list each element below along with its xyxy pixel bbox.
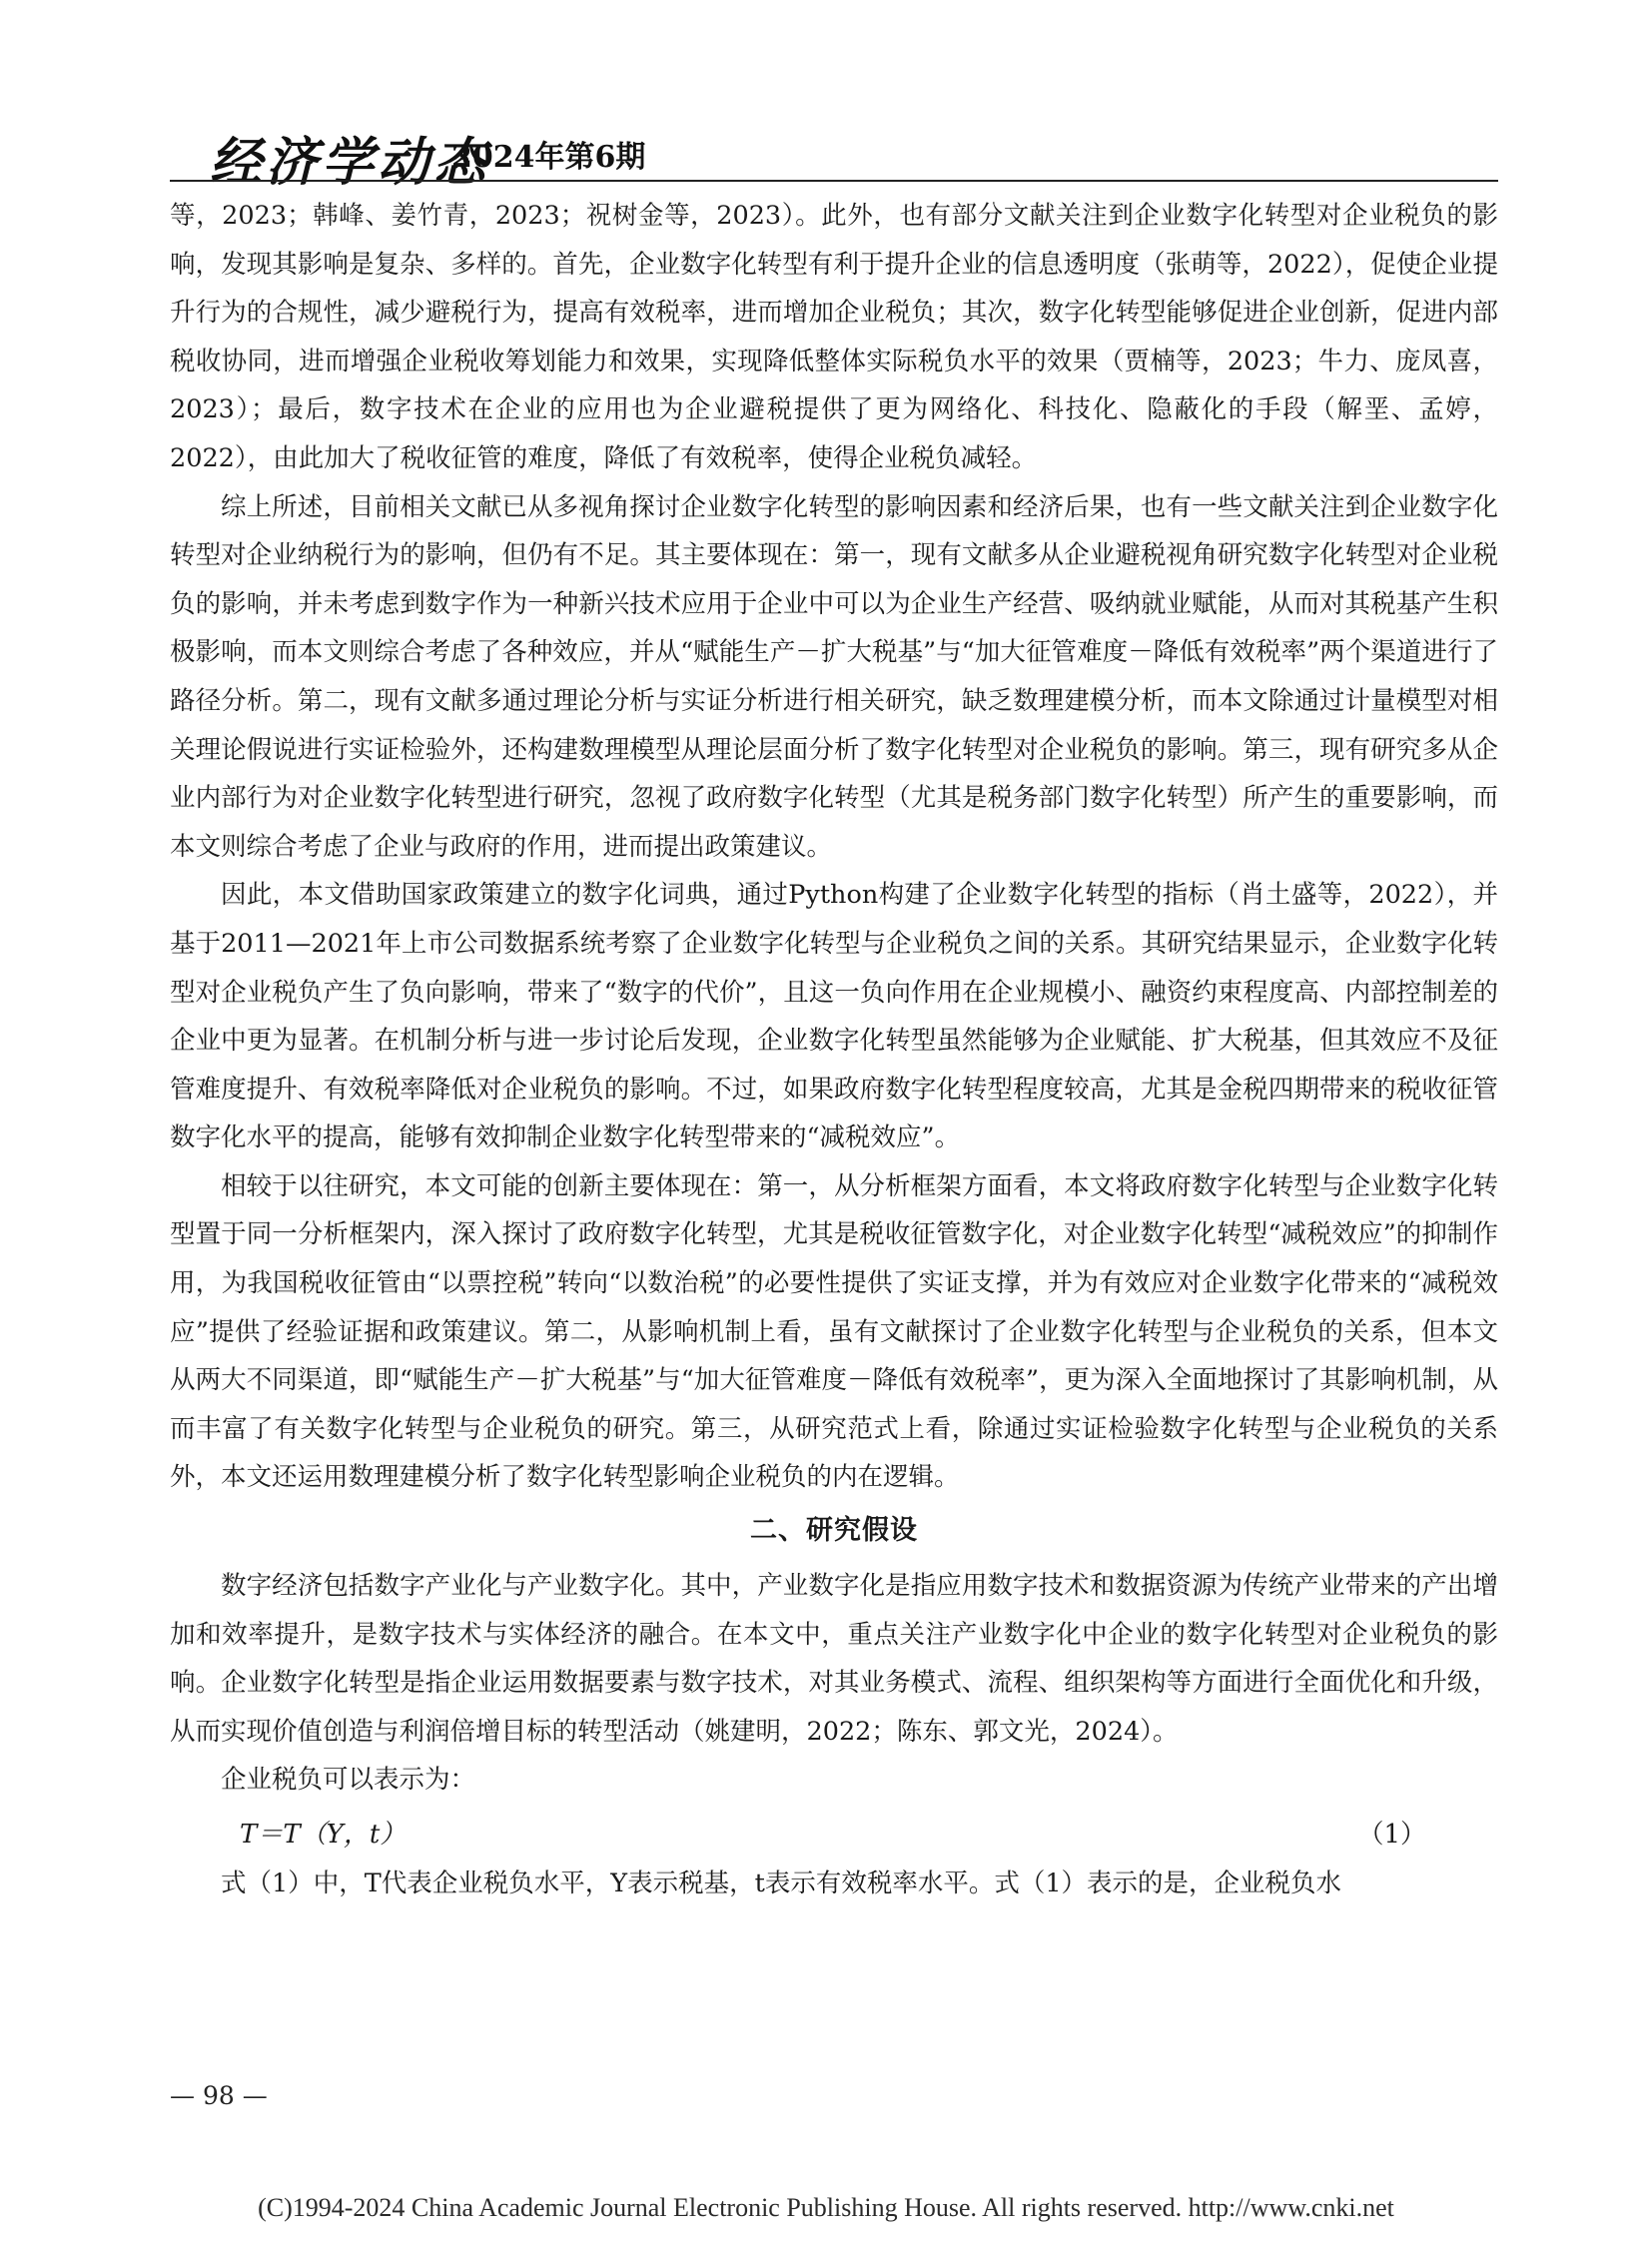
issue-label: 2024年第6期 <box>451 140 646 175</box>
paragraph: 企业税负可以表示为： <box>221 1765 476 1796</box>
paragraph: 综上所述，目前相关文献已从多视角探讨企业数字化转型的影响因素和经济后果，也有一些文献关注到企业数字化转型对企业纳税行为的影响，但仍有不足。其主要体现在：第一，现有文献多从企业避税视角研究数字化转型对企业税负的影响，并未考虑到数字作为一种新兴技术应用于企业中可以为企业生产经营、吸纳就业赋能，从而对其税基产生积极影响，而本文则综合考虑了各种效应，并从“赋能生产－扩大税基”与“加大征管难度－降低有效税率”两个渠道进行了路径分析。第二，现有文献多通过理论分析与实证分析进行相关研究，缺乏数理建模分析，而本文除通过计量模型对相关理论假说进行实证检验外，还构建数理模型从理论层面分析了数字化转型对企业税负的影响。第三，现有研究多从企业内部行为对企业数字化转型进行研究，忽视了政府数字化转型（尤其是税务部门数字化转型）所产生的重要影响，而本文则综合考虑了企业与政府的作用，进而提出政策建议。 <box>170 491 1498 862</box>
equation <box>170 1811 1498 1860</box>
paragraph: 等，2023；韩峰、姜竹青，2023；祝树金等，2023）。此外，也有部分文献关注到企业数字化转型对企业税负的影响，发现其影响是复杂、多样的。首先，企业数字化转型有利于提升企业的信息透明度（张萌等，2022），促使企业提升行为的合规性，减少避税行为，提高有效税率，进而增加企业税负；其次，数字化转型能够促进企业创新，促进内部税收协同，进而增强企业税收筹划能力和效果，实现降低整体实际税负水平的效果（贾楠等，2023；牛力、庞凤喜，2023）；最后，数字技术在企业的应用也为企业避税提供了更为网络化、科技化、隐蔽化的手段（解垩、孟婷，2022），由此加大了税收征管的难度，降低了有效税率，使得企业税负减轻。 <box>170 201 1498 473</box>
journal-name: 经济学动态 <box>210 132 490 193</box>
section-heading: 二、研究假设 <box>750 1515 918 1547</box>
paragraph: 相较于以往研究，本文可能的创新主要体现在：第一，从分析框架方面看，本文将政府数字化转型与企业数字化转型置于同一分析框架内，深入探讨了政府数字化转型，尤其是税收征管数字化，对企业数字化转型“减税效应”的抑制作用，为我国税收征管由“以票控税”转向“以数治税”的必要性提供了实证支撑，并为有效应对企业数字化带来的“减税效应”提供了经验证据和政策建议。第二，从影响机制上看，虽有文献探讨了企业数字化转型与企业税负的关系，但本文从两大不同渠道，即“赋能生产－扩大税基”与“加大征管难度－降低有效税率”，更为深入全面地探讨了其影响机制，从而丰富了有关数字化转型与企业税负的研究。第三，从研究范式上看，除通过实证检验数字化转型与企业税负的关系外，本文还运用数理建模分析了数字化转型影响企业税负的内在逻辑。 <box>170 1170 1498 1493</box>
paragraph: 数字经济包括数字产业化与产业数字化。其中，产业数字化是指应用数字技术和数据资源为传统产业带来的产出增加和效率提升，是数字技术与实体经济的融合。在本文中，重点关注产业数字化中企业的数字化转型对企业税负的影响。企业数字化转型是指企业运用数据要素与数字技术，对其业务模式、流程、组织架构等方面进行全面优化和升级，从而实现价值创造与利润倍增目标的转型活动（姚建明，2022；陈东、郭文光，2024）。 <box>170 1571 1498 1747</box>
copyright-notice: (C)1994-2024 China Academic Journal Electronic Publishing House. All rights reserved. http://www.cnki.net <box>258 2193 1394 2222</box>
page-number: — 98 — <box>170 2081 268 2110</box>
header-rule <box>170 180 1498 182</box>
journal-header <box>170 112 1498 193</box>
equation-expression: T＝T（Y，t） <box>240 1820 407 1850</box>
article-body <box>170 192 1498 1907</box>
equation-number: （1） <box>1357 1820 1426 1850</box>
paragraph: 式（1）中，T代表企业税负水平，Y表示税基，t表示有效税率水平。式（1）表示的是，企业税负水 <box>221 1868 1342 1898</box>
paragraph: 因此，本文借助国家政策建立的数字化词典，通过Python构建了企业数字化转型的指标（肖土盛等，2022），并基于2011—2021年上市公司数据系统考察了企业数字化转型与企业税负之间的关系。其研究结果显示，企业数字化转型对企业税负产生了负向影响，带来了“数字的代价”，且这一负向作用在企业规模小、融资约束程度高、内部控制差的企业中更为显著。在机制分析与进一步讨论后发现，企业数字化转型虽然能够为企业赋能、扩大税基，但其效应不及征管难度提升、有效税率降低对企业税负的影响。不过，如果政府数字化转型程度较高，尤其是金税四期带来的税收征管数字化水平的提高，能够有效抑制企业数字化转型带来的“减税效应”。 <box>170 880 1498 1153</box>
